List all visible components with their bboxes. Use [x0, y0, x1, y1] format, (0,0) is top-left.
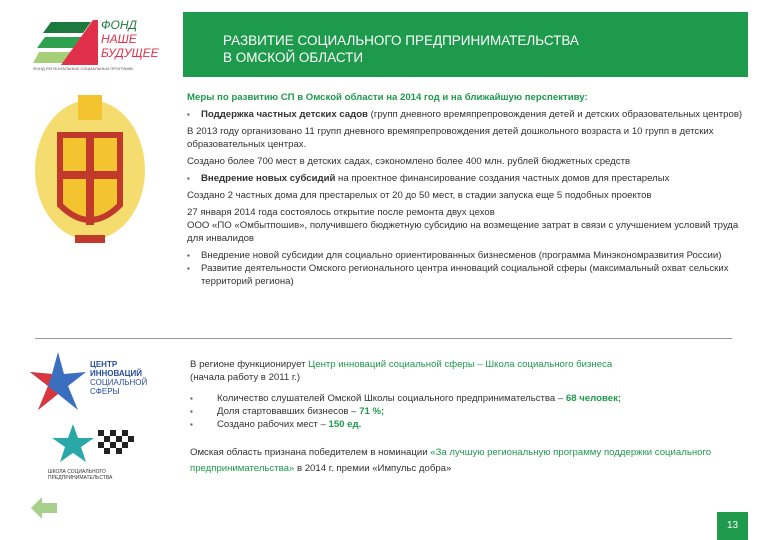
stat-label: Количество слушателей Омской Школы социального предпринимательства –: [217, 393, 566, 404]
paragraph-kindergarten: Создано более 700 мест в детских садах, сэкономлено более 400 млн. рублей бюджетных средств: [187, 156, 631, 167]
paragraph-2013: В 2013 году организовано 11 групп дневного времяпрепровождения детей дошкольного возраста и 10 групп в детских образовательных центрах.: [187, 126, 714, 150]
stat-value: 150 ед.: [328, 419, 362, 430]
school-logo: [48, 422, 143, 481]
stat-value: 71 %;: [359, 406, 385, 417]
stat-value: 68 человек;: [565, 393, 622, 404]
bullet1-text: (групп дневного времяпрепровождения детей и детских образовательных центров): [367, 109, 743, 120]
logo-line3: БУДУЩЕЕ: [101, 46, 159, 60]
star-icon: [28, 352, 88, 412]
star-flag-icon: [48, 422, 143, 464]
center-name: Центр инноваций социальной сферы – Школа социального бизнеса: [308, 359, 613, 370]
bullet2-bold: Внедрение новых субсидий: [201, 173, 336, 184]
bullet3: ▪ Внедрение новой субсидии для социально ориентированных бизнесменов (программа Минэкономразвития России): [187, 249, 757, 262]
measures-intro: Меры по развитию СП в Омской области на 2014 год и на ближайшую перспективу:: [187, 92, 588, 103]
innovation-center-logo: [28, 352, 148, 417]
stat-label: Доля стартовавших бизнесов –: [217, 406, 360, 417]
school-logo-text: ШКОЛА СОЦИАЛЬНОГО ПРЕДПРИНИМАТЕЛЬСТВА: [48, 469, 113, 481]
slide-title-line1: РАЗВИТИЕ СОЦИАЛЬНОГО ПРЕДПРИНИМАТЕЛЬСТВА: [223, 33, 579, 48]
center-intro: В регионе функционирует: [190, 359, 309, 370]
arrow-left-icon: [31, 497, 57, 519]
innovation-center-section: [190, 358, 755, 477]
stat-item: [190, 405, 755, 418]
back-arrow-button[interactable]: [31, 497, 57, 524]
stat-label: Создано рабочих мест –: [217, 419, 329, 430]
slide-header: [183, 12, 748, 77]
slide-title-line2: В ОМСКОЙ ОБЛАСТИ: [223, 50, 364, 65]
center-started: (начала работу в 2011 г.): [190, 372, 301, 383]
bullet1-bold: Поддержка частных детских садов: [201, 109, 368, 120]
center-logo-l3: СОЦИАЛЬНОЙ: [90, 378, 148, 387]
center-logo-l1: ЦЕНТР: [90, 360, 118, 369]
bullet2-text: на проектное финансирование создания частных домов для престарелых: [335, 173, 670, 184]
logo-line1: ФОНД: [101, 18, 137, 32]
paragraph-ombytposhiv: ООО «ПО «Омбытпошив», получившего бюджетную субсидию на возмещение затрат в связи с улучшением условий труда для инвалидов: [187, 220, 739, 244]
award-prize: в 2014 г. премии «Импульс добра»: [294, 463, 452, 474]
measures-section: [187, 91, 757, 292]
award-nomination: «За лучшую региональную программу поддержки социального предпринимательства»: [190, 447, 712, 474]
page-number: 13: [717, 512, 748, 540]
logo-line2: НАШЕ: [101, 32, 137, 46]
stat-item: [190, 392, 755, 405]
divider: [35, 338, 732, 339]
center-logo-l2: ИННОВАЦИЙ: [90, 369, 143, 378]
paragraph-elderly-homes: Создано 2 частных дома для престарелых от 20 до 50 мест, в стадии запуска еще 5 подобных проектов: [187, 190, 652, 201]
omsk-coat-of-arms: [20, 85, 160, 260]
center-logo-l4: СФЕРЫ: [90, 387, 120, 396]
stat-item: [190, 418, 755, 431]
logo-tagline: ФОНД РЕГИОНАЛЬНЫХ СОЦИАЛЬНЫХ ПРОГРАММ: [33, 66, 133, 71]
fund-logo: [33, 17, 158, 77]
center-stats-list: [190, 392, 755, 431]
paragraph-workshops: 27 января 2014 года состоялось открытие после ремонта двух цехов: [187, 207, 495, 218]
award-intro: Омская область признана победителем в номинации: [190, 447, 431, 458]
bullet4: ▪ Развитие деятельности Омского регионального центра инноваций социальной сферы (максимальный охват сельских территорий региона): [187, 262, 757, 288]
